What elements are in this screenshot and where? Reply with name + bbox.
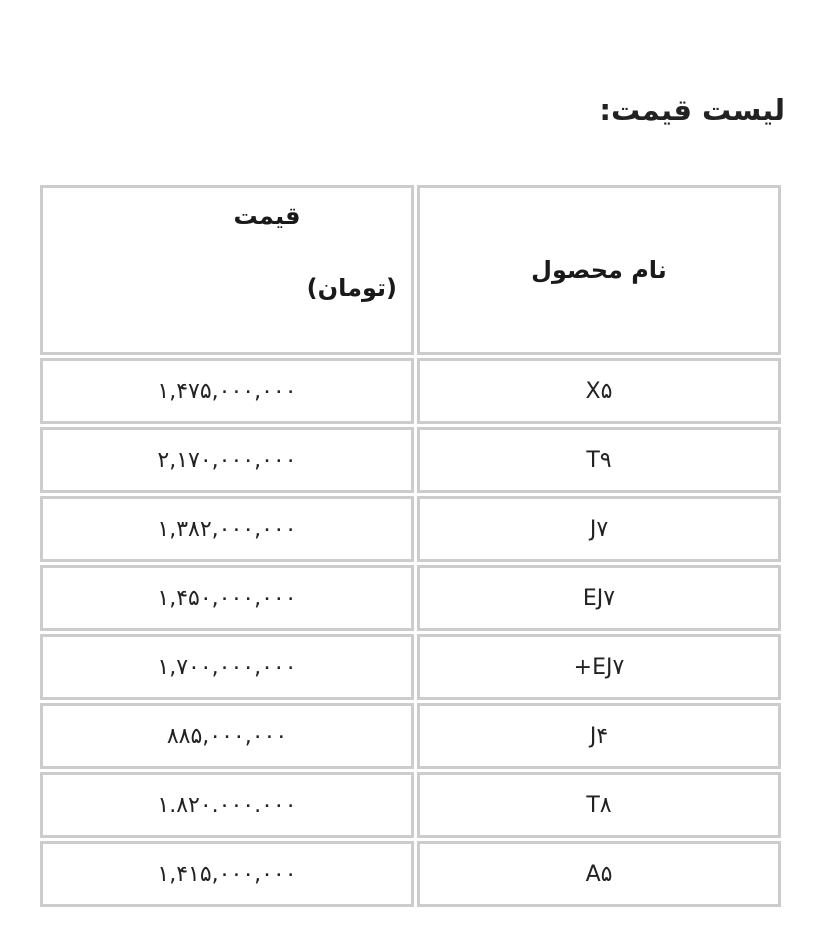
price-cell: ۱,۴۱۵,۰۰۰,۰۰۰ <box>40 841 414 907</box>
product-name-cell: EJ۷ <box>417 565 781 631</box>
price-cell: ۱,۳۸۲,۰۰۰,۰۰۰ <box>40 496 414 562</box>
product-name-cell: J۷ <box>417 496 781 562</box>
price-cell: ۱,۷۰۰,۰۰۰,۰۰۰ <box>40 634 414 700</box>
product-name-cell: J۴ <box>417 703 781 769</box>
price-cell: ۱,۴۵۰,۰۰۰,۰۰۰ <box>40 565 414 631</box>
price-list-table <box>37 182 784 910</box>
product-name-cell: T۹ <box>417 427 781 493</box>
price-cell: ۱.۸۲۰.۰۰۰.۰۰۰ <box>40 772 414 838</box>
table-row <box>40 703 781 769</box>
header-product-name: نام محصول <box>417 185 781 355</box>
page-title: لیست قیمت: <box>599 93 785 127</box>
header-price-unit: (تومان) <box>306 274 397 302</box>
table-row <box>40 565 781 631</box>
product-name-cell: X۵ <box>417 358 781 424</box>
table-header-row <box>40 185 781 355</box>
price-cell: ۱,۴۷۵,۰۰۰,۰۰۰ <box>40 358 414 424</box>
table-row <box>40 427 781 493</box>
table-row <box>40 841 781 907</box>
product-name-cell: +EJ۷ <box>417 634 781 700</box>
table-row <box>40 772 781 838</box>
price-cell: ۲,۱۷۰,۰۰۰,۰۰۰ <box>40 427 414 493</box>
table-row <box>40 634 781 700</box>
product-name-cell: T۸ <box>417 772 781 838</box>
product-name-cell: A۵ <box>417 841 781 907</box>
table-row <box>40 358 781 424</box>
price-cell: ۸۸۵,۰۰۰,۰۰۰ <box>40 703 414 769</box>
header-price <box>40 185 414 355</box>
table-row <box>40 496 781 562</box>
header-price-title: قیمت <box>233 202 301 230</box>
